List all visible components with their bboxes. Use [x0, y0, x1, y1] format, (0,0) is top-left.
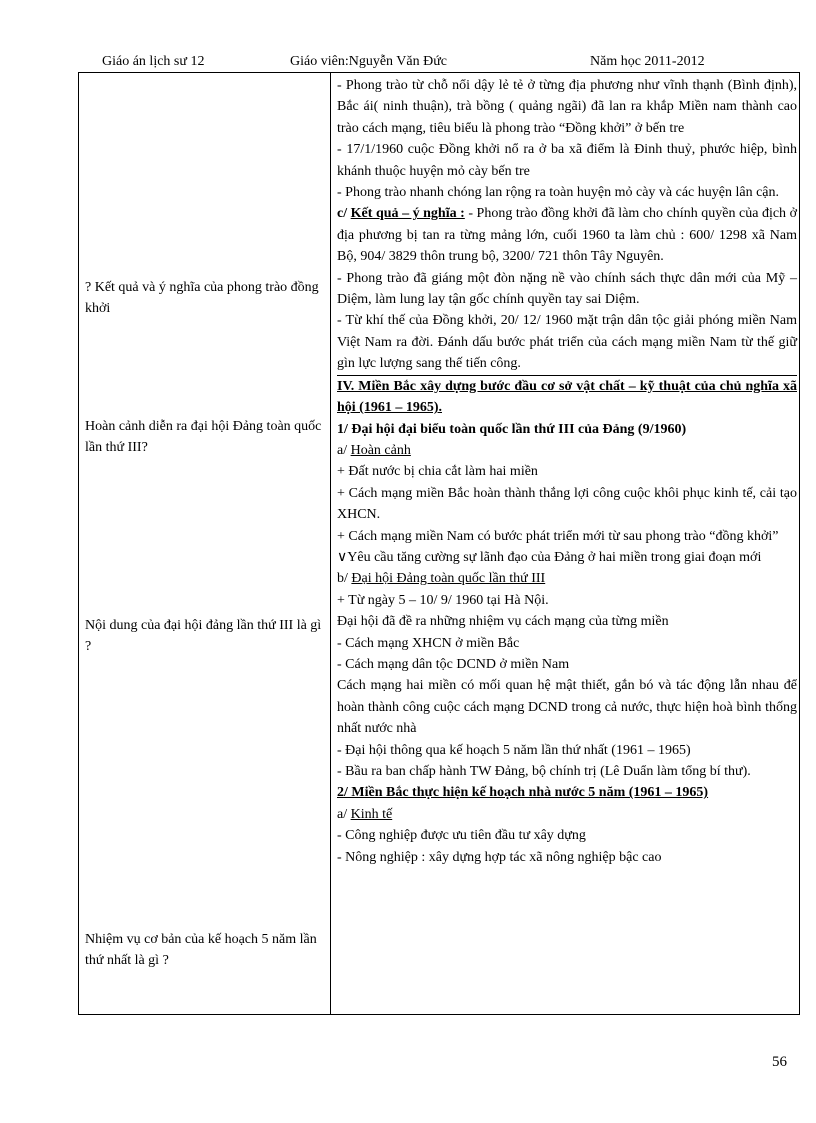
paragraph: - Nông nghiệp : xây dựng hợp tác xã nông nghiệp bậc cao — [337, 849, 662, 865]
paragraph: + Cách mạng miền Bắc hoàn thành thắng lợi công cuộc khôi phục kinh tế, cải tạo XHCN. — [337, 485, 797, 523]
paragraph: - Bầu ra ban chấp hành TW Đảng, bộ chính trị (Lê Duẩn làm tổng bí thư). — [337, 764, 751, 779]
paragraph: + Cách mạng miền Nam có bước phát triển mới từ sau phong trào “đồng khởi” — [337, 528, 779, 544]
paragraph: + Từ ngày 5 – 10/ 9/ 1960 tại Hà Nội. — [337, 592, 549, 608]
paragraph: ∨Yêu cầu tăng cường sự lãnh đạo của Đảng ở hai miền trong giai đoạn mới — [337, 549, 762, 565]
results-text: - Phong trào đồng khởi đã làm cho chính quyền của địch ở địa phương bị tan ra từng mảng lớn, cuối 1960 ta làm chủ : 600/ 1298 xã Nam Bộ, 904/ 3829 thôn trung bộ, 3200/ 721 thôn Tây Nguyên. — [337, 206, 797, 265]
paragraph: - Phong trào từ chỗ nổi dậy lẻ tẻ ở từng địa phương như vĩnh thạnh (Bình định), Bắc ái( ninh thuận), trà bồng ( quảng ngãi) đã lan ra khắp Miền nam thành cao trào cách mạng, tiêu biểu là phong trào “Đồng khởi” ở bến tre — [337, 78, 797, 136]
paragraph: - Phong trào đã giáng một đòn nặng nề vào chính sách thực dân mới của Mỹ – Diệm, làm lung lay tận gốc chính quyền tay sai Diệm. — [337, 270, 797, 308]
question-congress-content: Nội dung của đại hội đảng lần thứ III là gì ? — [85, 618, 322, 654]
heading-label: c/ — [337, 206, 348, 222]
subsection-1-heading: 1/ Đại hội đại biểu toàn quốc lần thứ III của Đảng (9/1960) — [337, 421, 687, 437]
header-teacher: Giáo viên:Nguyễn Văn Đức — [290, 54, 448, 69]
content-column — [337, 75, 797, 868]
heading-title: Hoàn cảnh — [350, 442, 411, 458]
page-number: 56 — [772, 1054, 787, 1070]
results-heading: Kết quả – ý nghĩa : — [350, 206, 465, 222]
paragraph: - Cách mạng dân tộc DCND ở miền Nam — [337, 656, 570, 672]
subsection-2-heading: 2/ Miền Bắc thực hiện kế hoạch nhà nước 5 năm (1961 – 1965) — [337, 785, 709, 801]
paragraph: + Đất nước bị chia cắt làm hai miền — [337, 464, 538, 480]
lesson-table — [78, 72, 800, 1015]
paragraph: - Phong trào nhanh chóng lan rộng ra toàn huyện mỏ cày và các huyện lân cận. — [337, 185, 780, 201]
results-paragraph — [337, 203, 797, 267]
heading-title: Kinh tế — [350, 806, 393, 822]
heading-title: Đại hội Đảng toàn quốc lần thứ III — [351, 571, 546, 587]
page-header — [80, 53, 800, 71]
paragraph: - Cách mạng XHCN ở miền Bắc — [337, 635, 520, 651]
paragraph: Cách mạng hai miền có mối quan hệ mật thiết, gắn bó và tác động lẫn nhau để hoàn thành công cuộc cách mạng DCND trong cả nước, thực hiện hoà bình thống nhất nước nhà — [337, 678, 797, 737]
header-school-year: Năm học 2011-2012 — [590, 54, 705, 69]
question-congress-context: Hoàn cảnh diễn ra đại hội Đảng toàn quốc lần thứ III? — [85, 419, 322, 455]
header-subject: Giáo án lịch sư 12 — [102, 54, 205, 69]
heading-label: a/ — [337, 442, 348, 458]
heading-label: a/ — [337, 806, 348, 822]
heading-label: b/ — [337, 571, 348, 587]
column-divider — [330, 73, 331, 1014]
heading-economy — [337, 804, 797, 825]
question-results-meaning: ? Kết quả và ý nghĩa của phong trào đồng khởi — [85, 280, 319, 316]
paragraph: - Từ khí thế của Đồng khởi, 20/ 12/ 1960 mặt trận dân tộc giải phóng miền Nam Việt Nam ra đời. Đánh dấu bước phát triển của cách mạng miền Nam từ thế giữ gìn lực lượng sang thế tiến công. — [337, 313, 797, 372]
section-iv-heading: IV. Miền Bắc xây dựng bước đầu cơ sở vật chất – kỹ thuật của chủ nghĩa xã hội (1961 – 1965). — [337, 375, 797, 419]
paragraph: - 17/1/1960 cuộc Đồng khởi nổ ra ở ba xã điểm là Đinh thuỷ, phước hiệp, bình khánh thuộc huyện mỏ cày bến tre — [337, 142, 797, 179]
heading-context — [337, 440, 797, 461]
question-five-year-plan: Nhiệm vụ cơ bản của kế hoạch 5 năm lần thứ nhất là gì ? — [85, 932, 317, 968]
paragraph: Đại hội đã đề ra những nhiệm vụ cách mạng của từng miền — [337, 614, 669, 630]
paragraph: - Công nghiệp được ưu tiên đầu tư xây dựng — [337, 828, 586, 844]
heading-congress — [337, 568, 797, 589]
paragraph: - Đại hội thông qua kế hoạch 5 năm lần thứ nhất (1961 – 1965) — [337, 742, 691, 758]
